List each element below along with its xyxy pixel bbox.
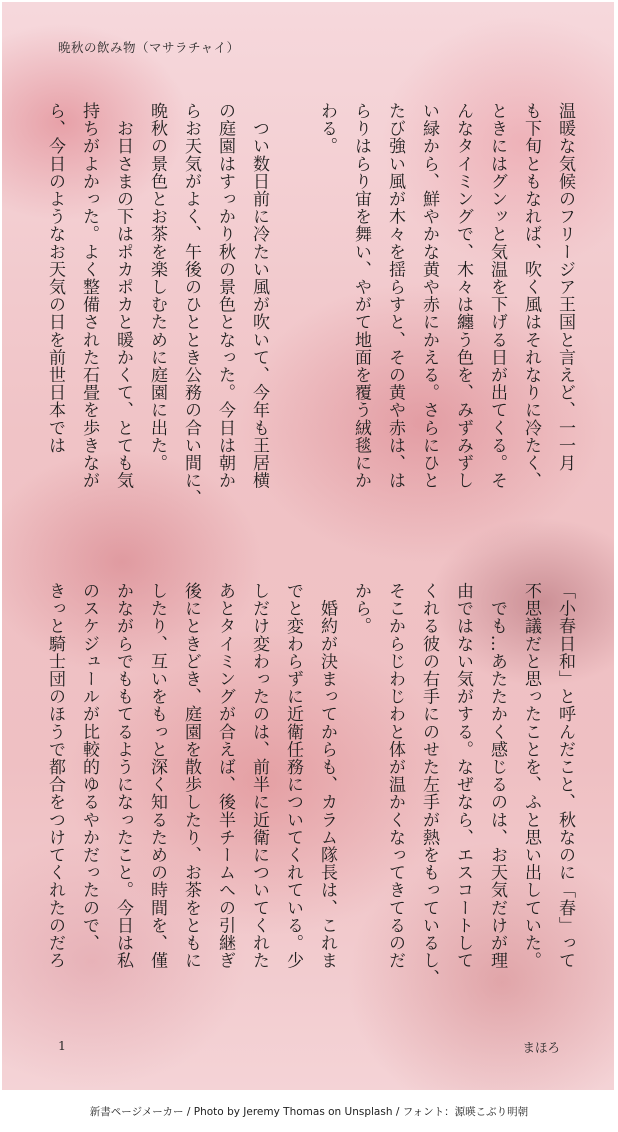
page-number: 1 (58, 1038, 66, 1053)
author-name: まほろ (522, 1040, 560, 1055)
credit-footer: 新書ページメーカー / Photo by Jeremy Thomas on Unsplash / フォント：源暎こぶり明朝 (89, 1106, 529, 1118)
body-text-bottom: 「小春日和」と呼んだこと、秋なのに「春」って 不思議だと思ったことを、ふと思い出していた。 でも…あたたかく感じるのは、お天気だけが理 由ではない気がする。なぜなら、エスコートして くれる彼の右手にのせた左手が熱をもっているし、 そこからじわじわと体が温かくなってきてるのだ から。 婚約が決まってからも、カラム隊長は、これま でと変わらずに近衛任務についてくれている。少 しだけ変わったのは、前半に近衛についてくれた あとタイミングが合えば、後半チームへの引継ぎ 後にときどき、庭園を散歩したり、お茶をともに したり、互いをもっと深く知るための時間を、僅 かながらでももてるようになったこと。今日は私 のスケジュールが比較的ゆるやかだったので、 きっと騎士団のほうで都合をつけてくれたのだろ (45, 582, 575, 987)
page-title: 晩秋の飲み物（マサラチャイ） (58, 40, 240, 55)
body-text-top: 温暖な気候のフリージア王国と言えど、一一月 も下旬ともなれば、吹く風はそれなりに冷たく、 ときにはグンッと気温を下げる日が出てくる。そ んなタイミングで、木々は纏う色を、みずみずし い緑から、鮮やかな黄や赤にかえる。さらにひと たび強い風が木々を揺らすと、その黄や赤は、は らりはらり宙を舞い、やがて地面を覆う絨毯にか わる。 つい数日前に冷たい風が吹いて、今年も王居横 の庭園はすっかり秋の景色となった。今日は朝か らお天気がよく、午後のひととき公務の合い間に、 晩秋の景色とお茶を楽しむために庭園に出た。 お日さまの下はポカポカと暖かくて、とても気 持ちがよかった。よく整備された石畳を歩きなが ら、今日のようなお天気の日を前世日本では (45, 102, 575, 507)
page-background (2, 2, 614, 1090)
